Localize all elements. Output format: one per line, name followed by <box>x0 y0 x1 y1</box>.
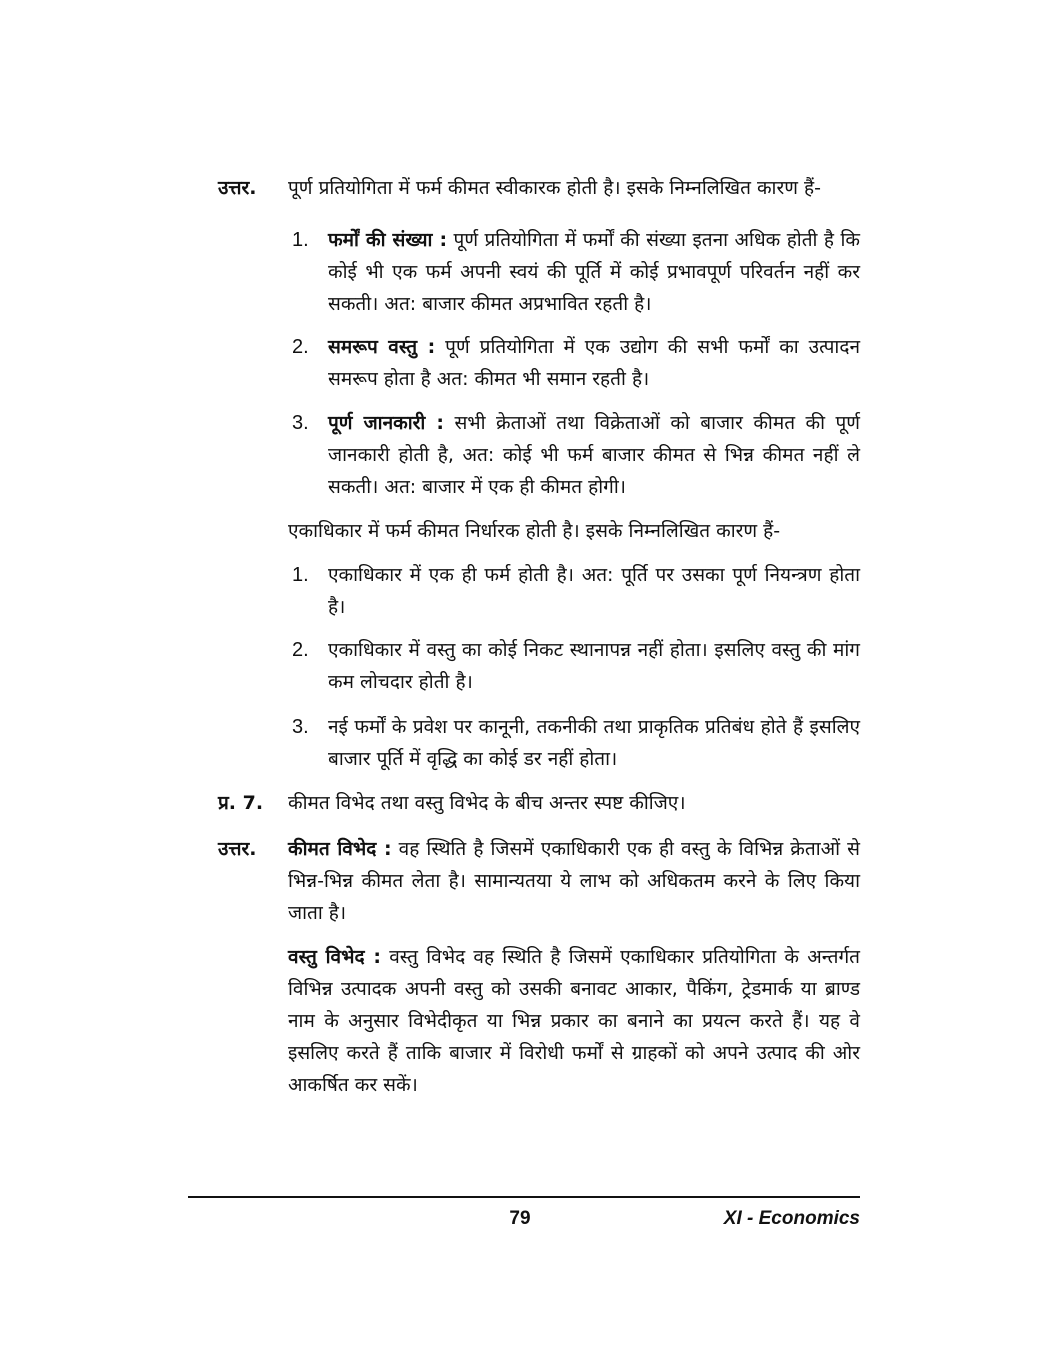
list-item <box>328 224 860 320</box>
list-number: 3. <box>292 716 309 738</box>
item-text: पूर्ण प्रतियोगिता में एक उद्योग की सभी फर्मों का उत्पादन समरूप होता है अत: कीमत भी समान रहती है। <box>328 336 860 390</box>
term: वस्तु विभेद : <box>288 946 381 968</box>
list-item: नई फर्मों के प्रवेश पर कानूनी, तकनीकी तथा प्राकृतिक प्रतिबंध होते हैं इसलिए बाजार पूर्ति में वृद्धि का कोई डर नहीं होता। <box>328 716 860 770</box>
term: कीमत विभेद : <box>288 838 392 860</box>
answer-label: उत्तर. <box>218 838 257 860</box>
item-term: फर्मों की संख्या : <box>328 229 448 251</box>
item-text: पूर्ण प्रतियोगिता में फर्मों की संख्या इतना अधिक होती है कि कोई भी एक फर्म अपनी स्वयं की पूर्ति में कोई प्रभावपूर्ण परिवर्तन नहीं कर सकती। अत: बाजार कीमत अप्रभावित रहती है। <box>328 229 861 315</box>
list-item: एकाधिकार में वस्तु का कोई निकट स्थानापन्न नहीं होता। इसलिए वस्तु की मांग कम लोचदार होती है। <box>328 639 860 693</box>
list-number: 1. <box>292 564 309 586</box>
footer-divider <box>188 1196 860 1198</box>
paragraph-text: वस्तु विभेद वह स्थिति है जिसमें एकाधिकार प्रतियोगिता के अन्तर्गत विभिन्न उत्पादक अपनी वस्तु को उसकी बनावट आकार, पैकिंग, ट्रेडमार्क या ब्राण्ड नाम के अनुसार विभेदीकृत या भिन्न प्रकार का बनाने का प्रयत्न करते हैं। यह वे इसलिए करते हैं ताकि बाजार में विरोधी फर्मों से ग्राहकों को अपने उत्पाद की ओर आकर्षित कर सकें। <box>288 946 860 1096</box>
list-number: 1. <box>292 229 309 251</box>
answer-intro-2: एकाधिकार में फर्म कीमत निर्धारक होती है। इसके निम्नलिखित कारण हैं- <box>288 520 781 542</box>
answer-intro: पूर्ण प्रतियोगिता में फर्म कीमत स्वीकारक होती है। इसके निम्नलिखित कारण हैं- <box>288 177 821 199</box>
footer-subject: XI - Economics <box>723 1208 860 1229</box>
question-text: कीमत विभेद तथा वस्तु विभेद के बीच अन्तर स्पष्ट कीजिए। <box>288 792 686 814</box>
question-label: प्र. 7. <box>218 792 264 814</box>
answer-label: उत्तर. <box>218 177 257 199</box>
list-number: 2. <box>292 336 309 358</box>
page-number: 79 <box>509 1208 531 1229</box>
list-number: 3. <box>292 412 309 434</box>
item-text: सभी क्रेताओं तथा विक्रेताओं को बाजार कीमत की पूर्ण जानकारी होती है, अत: कोई भी फर्म बाजार कीमत से भिन्न कीमत नहीं ले सकती। अत: बाजार में एक ही कीमत होगी। <box>328 412 860 498</box>
item-term: समरूप वस्तु : <box>328 336 436 358</box>
answer-paragraph-product-differentiation <box>288 941 860 1101</box>
item-term: पूर्ण जानकारी : <box>328 412 444 434</box>
list-number: 2. <box>292 639 309 661</box>
paragraph-text: वह स्थिति है जिसमें एकाधिकारी एक ही वस्तु के विभिन्न क्रेताओं से भिन्न-भिन्न कीमत लेता है। सामान्यतया ये लाभ को अधिकतम करने के लिए किया जाता है। <box>288 838 860 924</box>
list-item: एकाधिकार में एक ही फर्म होती है। अत: पूर्ति पर उसका पूर्ण नियन्त्रण होता है। <box>328 564 860 618</box>
answer-paragraph-price-discrimination <box>288 833 860 929</box>
list-item <box>328 407 860 503</box>
list-item <box>328 331 860 395</box>
